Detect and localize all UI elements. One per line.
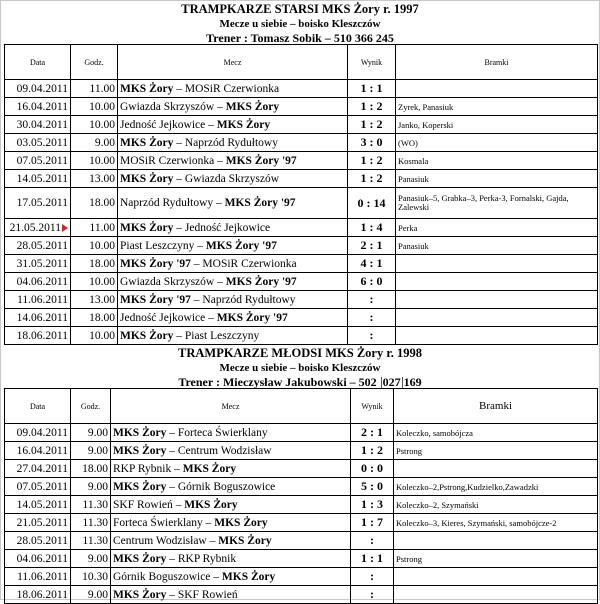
home-team: Forteca Świerklany (113, 516, 203, 529)
team-separator: – (214, 154, 226, 167)
away-team: SKF Rowień (177, 588, 238, 601)
match-date-text: 07.05.2011 (16, 154, 68, 167)
match-score: 1 : 2 (351, 442, 394, 460)
match-date (5, 188, 71, 219)
home-team: MKS Żory (120, 136, 174, 149)
match-time: 18.00 (71, 255, 118, 273)
match-teams (118, 134, 348, 152)
team-separator: – (205, 311, 217, 324)
match-score: 0 : 0 (351, 460, 394, 478)
match-time: 9.00 (71, 424, 111, 442)
home-team: MOSiR Czerwionka (120, 154, 215, 167)
team-separator: – (210, 570, 222, 583)
match-time: 11.30 (71, 496, 111, 514)
match-time: 9.00 (71, 478, 111, 496)
match-time: 18.00 (71, 309, 118, 327)
home-team: Górnik Boguszowice (113, 570, 211, 583)
match-teams (118, 116, 348, 134)
match-time: 10.30 (71, 568, 111, 586)
home-team: MKS Żory (120, 221, 174, 234)
match-scorers: (WO) (396, 134, 598, 152)
match-date-text: 16.04.2011 (16, 100, 68, 113)
home-team: MKS Żory '97 (120, 257, 191, 270)
match-teams (118, 309, 348, 327)
team-separator: – (205, 118, 217, 131)
match-date (5, 327, 71, 345)
match-score: : (351, 586, 394, 604)
match-teams (111, 568, 351, 586)
match-teams (111, 442, 351, 460)
team-separator: – (206, 534, 219, 547)
match-teams (118, 273, 348, 291)
away-team: MKS Żory (184, 498, 238, 511)
table-row (5, 568, 598, 586)
away-team: MKS Żory '97 (225, 275, 297, 288)
match-date-text: 16.04.2011 (16, 444, 68, 457)
match-date-text: 18.06.2011 (16, 588, 68, 601)
match-date (5, 460, 71, 478)
header-scorers: Bramki (396, 45, 598, 80)
team-separator: – (171, 462, 183, 475)
match-score: : (348, 291, 396, 309)
match-score: 0 : 14 (348, 188, 396, 219)
match-score: : (351, 568, 394, 586)
home-team: Gwiazda Skrzyszów (120, 275, 215, 288)
team-separator: – (194, 239, 206, 252)
home-team: MKS Żory (120, 172, 174, 185)
match-time: 18.00 (71, 460, 111, 478)
match-score: 1 : 2 (348, 152, 396, 170)
match-teams (111, 532, 351, 550)
match-teams (118, 255, 348, 273)
match-time: 10.00 (71, 152, 118, 170)
table-row (5, 188, 598, 219)
match-date (5, 532, 71, 550)
match-date-text: 21.05.2011 (16, 516, 68, 529)
match-scorers (394, 460, 598, 478)
junior-table (4, 388, 598, 604)
match-teams (111, 460, 351, 478)
match-date-text: 14.06.2011 (16, 311, 68, 324)
match-teams (118, 237, 348, 255)
match-date-text: 09.04.2011 (16, 426, 68, 439)
match-date (5, 170, 71, 188)
match-date-text: 30.04.2011 (16, 118, 68, 131)
match-teams (118, 291, 348, 309)
team-separator: – (166, 480, 178, 493)
match-time: 10.00 (71, 273, 118, 291)
match-scorers: Koleczko–3, Kieres, Szymański, samobójcze-2 (394, 514, 598, 532)
team-separator: – (166, 588, 178, 601)
header-score: Wynik (348, 45, 396, 80)
match-teams (111, 514, 351, 532)
match-score: 1 : 3 (351, 496, 394, 514)
team-separator: – (214, 100, 226, 113)
table-row (5, 496, 598, 514)
match-scorers: Pstrong (394, 550, 598, 568)
match-scorers: Janko, Koperski (396, 116, 598, 134)
away-team: Piast Leszczyny (184, 329, 260, 342)
junior-trainer-part2: 027 (382, 375, 401, 389)
match-score: 3 : 0 (348, 134, 396, 152)
away-team: Centrum Wodzisław (177, 444, 272, 457)
table-row (5, 514, 598, 532)
table-row (5, 550, 598, 568)
table-row (5, 255, 598, 273)
home-team: MKS Żory (113, 444, 167, 457)
match-scorers: Kosmala (396, 152, 598, 170)
away-team: MKS Żory (221, 570, 276, 583)
team-separator: – (166, 444, 178, 457)
match-date (5, 134, 71, 152)
match-date-text: 09.04.2011 (16, 82, 68, 95)
away-team: Naprzód Rydułtowy (184, 136, 278, 149)
header-match: Mecz (118, 45, 348, 80)
header-time: Godz. (71, 45, 118, 80)
team-separator: – (214, 275, 226, 288)
match-time: 10.00 (71, 116, 118, 134)
table-row (5, 327, 598, 345)
home-team: MKS Żory '97 (120, 293, 191, 306)
match-teams (111, 550, 351, 568)
match-date (5, 514, 71, 532)
home-team: MKS Żory (120, 82, 174, 95)
match-score: : (348, 327, 396, 345)
match-score: 1 : 2 (348, 98, 396, 116)
away-team: MKS Żory '97 (224, 197, 296, 209)
match-score: 1 : 4 (348, 219, 396, 237)
red-flag-icon (62, 224, 68, 232)
match-scorers: Panasiuk (396, 170, 598, 188)
match-scorers: Panasiuk (396, 237, 598, 255)
junior-trainer-part1: Trener : Mieczysław Jakubowski – 502 (178, 375, 377, 389)
match-teams (118, 98, 348, 116)
away-team: MKS Żory '97 (216, 311, 288, 324)
senior-section (0, 2, 600, 46)
table-row (5, 309, 598, 327)
table-row (5, 273, 598, 291)
match-score: 6 : 0 (348, 273, 396, 291)
away-team: MKS Żory (216, 118, 271, 131)
match-scorers: Koleczko–2,Pstrong,Kudzielko,Zawadzki (394, 478, 598, 496)
away-team: RKP Rybnik (177, 552, 237, 565)
match-teams (118, 188, 348, 219)
match-time: 9.00 (71, 134, 118, 152)
away-team: MOSiR Czerwionka (202, 257, 297, 270)
team-separator: – (173, 82, 185, 95)
home-team: Naprzód Rydułtowy (120, 197, 214, 209)
away-team: Górnik Boguszowice (177, 480, 276, 493)
match-score: 4 : 1 (348, 255, 396, 273)
junior-title: TRAMPKARZE MŁODSI MKS Żory r. 1998 (178, 346, 422, 360)
match-date-text: 03.05.2011 (16, 136, 68, 149)
match-scorers (396, 273, 598, 291)
match-scorers (396, 80, 598, 98)
table-row (5, 134, 598, 152)
team-separator: – (173, 172, 185, 185)
home-team: MKS Żory (113, 426, 167, 439)
table-row (5, 237, 598, 255)
match-date-text: 04.06.2011 (16, 552, 68, 565)
match-date (5, 550, 71, 568)
match-score: : (351, 532, 394, 550)
table-row (5, 424, 598, 442)
match-date (5, 80, 71, 98)
match-date (5, 568, 71, 586)
away-team: Forteca Świerklany (177, 426, 268, 439)
match-date (5, 255, 71, 273)
team-separator: – (202, 516, 215, 529)
match-date-text: 28.05.2011 (16, 239, 68, 252)
away-team: MKS Żory (225, 100, 280, 113)
match-scorers: Koleczko, samobójcza (394, 424, 598, 442)
home-team: MKS Żory (113, 480, 167, 493)
match-date-text: 11.06.2011 (17, 293, 68, 306)
match-scorers (394, 568, 598, 586)
match-date-text: 27.04.2011 (16, 462, 68, 475)
team-separator: – (172, 498, 185, 511)
away-team: Naprzód Rydułtowy (202, 293, 296, 306)
home-team: Centrum Wodzisław (113, 534, 207, 547)
match-score: 2 : 1 (348, 237, 396, 255)
match-score: 1 : 2 (348, 116, 396, 134)
away-team: MOSiR Czerwionka (184, 82, 280, 95)
match-time: 10.00 (71, 237, 118, 255)
match-scorers (396, 255, 598, 273)
match-date-text: 18.06.2011 (16, 329, 68, 342)
table-row (5, 532, 598, 550)
match-score: 1 : 7 (351, 514, 394, 532)
match-time: 11.30 (71, 532, 111, 550)
home-team: MKS Żory (113, 552, 167, 565)
match-date-text: 14.05.2011 (16, 498, 68, 511)
match-scorers (396, 309, 598, 327)
home-team: Jedność Jejkowice (120, 311, 206, 324)
match-date-text: 17.05.2011 (16, 197, 68, 209)
match-time: 10.00 (71, 98, 118, 116)
match-date (5, 496, 71, 514)
match-teams (118, 80, 348, 98)
match-score: 1 : 1 (351, 550, 394, 568)
match-teams (111, 424, 351, 442)
home-team: MKS Żory (120, 329, 174, 342)
match-date-text: 04.06.2011 (16, 275, 68, 288)
match-date (5, 424, 71, 442)
match-scorers (396, 291, 598, 309)
match-scorers: Pstrong (394, 442, 598, 460)
match-date (5, 309, 71, 327)
match-teams (111, 586, 351, 604)
match-date-text: 14.05.2011 (16, 172, 68, 185)
team-separator: – (173, 329, 185, 342)
header-date: Data (5, 45, 71, 80)
away-team: MKS Żory '97 (225, 154, 297, 167)
junior-header-row (5, 389, 598, 424)
header-date: Data (5, 389, 71, 424)
match-scorers (394, 586, 598, 604)
match-time: 18.00 (71, 188, 118, 219)
match-date (5, 237, 71, 255)
table-row (5, 80, 598, 98)
table-row (5, 291, 598, 309)
team-separator: – (173, 136, 185, 149)
match-time: 11.00 (71, 219, 118, 237)
match-time: 9.00 (71, 442, 111, 460)
junior-trainer-part3: 169 (403, 375, 422, 389)
match-date-text: 28.05.2011 (16, 534, 68, 547)
match-date-text: 11.06.2011 (17, 570, 68, 583)
match-teams (118, 327, 348, 345)
match-score: 1 : 1 (348, 80, 396, 98)
table-row (5, 442, 598, 460)
match-date (5, 586, 71, 604)
team-separator: – (213, 197, 225, 209)
away-team: MKS Żory (214, 516, 268, 529)
match-time: 9.00 (71, 586, 111, 604)
senior-title: TRAMPKARZE STARSI MKS Żory r. 1997 (181, 2, 419, 16)
match-score: : (348, 309, 396, 327)
match-scorers: Zyrek, Panasiuk (396, 98, 598, 116)
match-date (5, 442, 71, 460)
table-row (5, 478, 598, 496)
team-separator: – (166, 552, 178, 565)
senior-subtitle: Mecze u siebie – boisko Kleszczów (219, 18, 381, 30)
table-row (5, 116, 598, 134)
match-score: 1 : 2 (348, 170, 396, 188)
away-team: MKS Żory (218, 534, 272, 547)
match-date (5, 98, 71, 116)
table-row (5, 219, 598, 237)
match-date-text: 31.05.2011 (16, 257, 68, 270)
away-team: MKS Żory '97 (205, 239, 277, 252)
away-team: Gwiazda Skrzyszów (184, 172, 280, 185)
match-date-text: 21.05.2011 (9, 221, 61, 234)
senior-header-row (5, 45, 598, 80)
away-team: Jedność Jejkowice (184, 221, 271, 234)
match-teams (118, 170, 348, 188)
match-score: 5 : 0 (351, 478, 394, 496)
match-scorers: Perka (396, 219, 598, 237)
match-teams (118, 152, 348, 170)
match-time: 13.00 (71, 170, 118, 188)
team-separator: – (190, 293, 203, 306)
match-teams (111, 478, 351, 496)
match-teams (118, 219, 348, 237)
match-date (5, 291, 71, 309)
senior-table (4, 44, 598, 345)
match-teams (111, 496, 351, 514)
match-time: 9.00 (71, 550, 111, 568)
match-scorers: Koleczko–2, Szymański (394, 496, 598, 514)
match-scorers (394, 532, 598, 550)
home-team: Gwiazda Skrzyszów (120, 100, 215, 113)
match-score: 2 : 1 (351, 424, 394, 442)
match-scorers (396, 327, 598, 345)
match-time: 13.00 (71, 291, 118, 309)
match-date-text: 07.05.2011 (16, 480, 68, 493)
home-team: Piast Leszczyny (120, 239, 195, 252)
home-team: MKS Żory (113, 588, 167, 601)
away-team: MKS Żory (182, 462, 237, 475)
match-date (5, 273, 71, 291)
match-date (5, 116, 71, 134)
table-row (5, 170, 598, 188)
home-team: SKF Rowień (113, 498, 173, 511)
header-score: Wynik (351, 389, 394, 424)
team-separator: – (166, 426, 178, 439)
home-team: RKP Rybnik (113, 462, 172, 475)
junior-subtitle: Mecze u siebie – boisko Kleszczów (219, 362, 381, 374)
header-match: Mecz (111, 389, 351, 424)
match-time: 10.00 (71, 327, 118, 345)
header-time: Godz. (71, 389, 111, 424)
table-row (5, 98, 598, 116)
match-scorers: Panasiuk–5, Grabka–3, Perka-3, Fornalski, Gajda, Zalewski (396, 188, 598, 219)
senior-trainer: Trener : Tomasz Sobik – 510 366 245 (206, 31, 394, 45)
match-time: 11.00 (71, 80, 118, 98)
table-row (5, 586, 598, 604)
table-row (5, 460, 598, 478)
table-row (5, 152, 598, 170)
home-team: Jedność Jejkowice (120, 118, 206, 131)
match-date (5, 219, 71, 237)
match-time: 11.30 (71, 514, 111, 532)
match-date (5, 152, 71, 170)
team-separator: – (190, 257, 203, 270)
junior-section (0, 346, 600, 390)
team-separator: – (173, 221, 185, 234)
header-scorers: Bramki (394, 389, 598, 424)
match-date (5, 478, 71, 496)
